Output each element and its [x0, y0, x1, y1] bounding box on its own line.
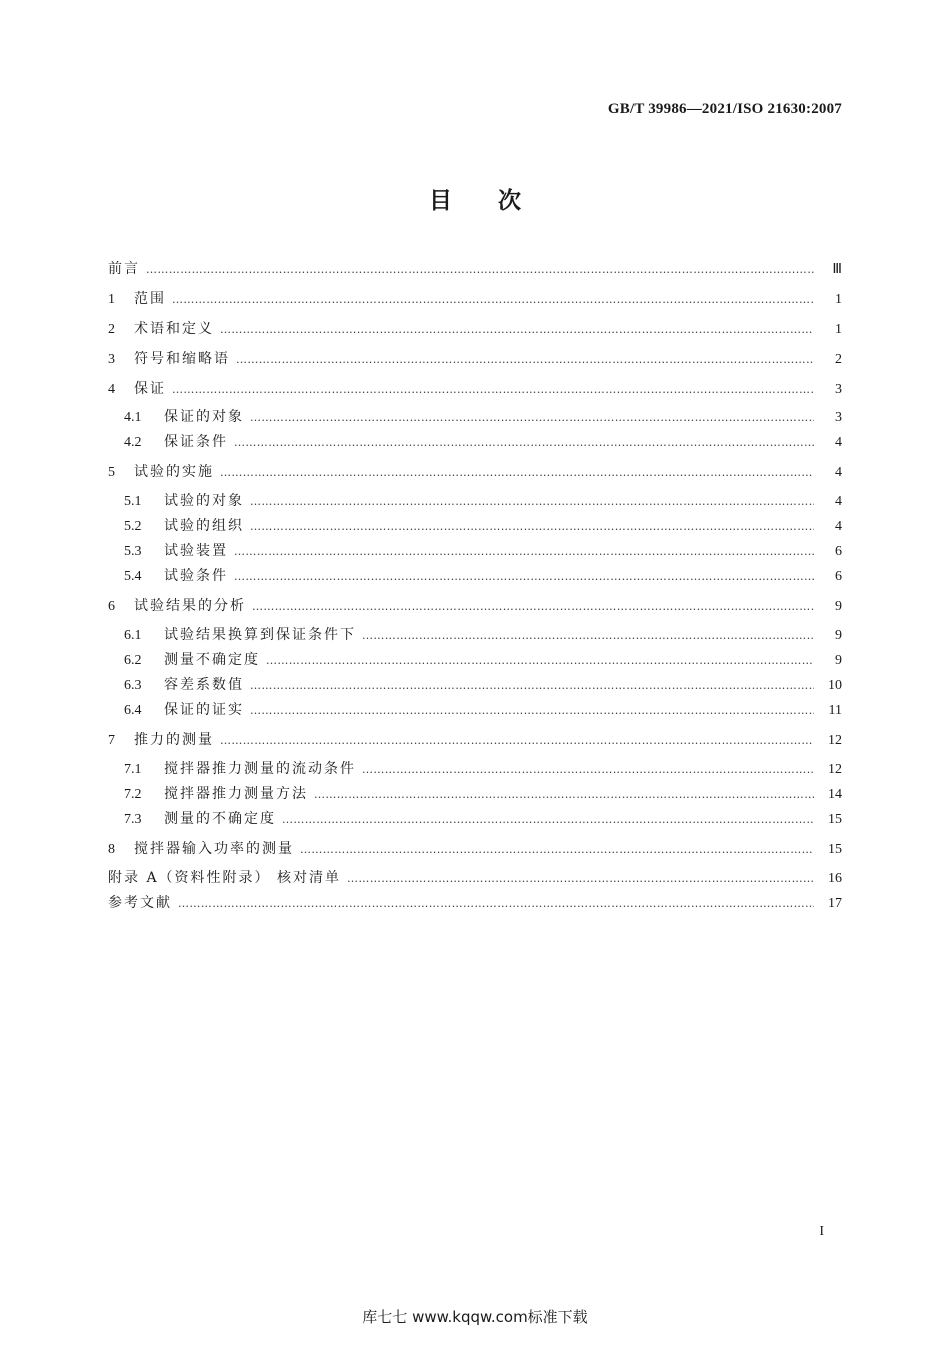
toc-entry-title: 试验的实施: [134, 464, 214, 480]
toc-dot-leader: [250, 699, 814, 721]
toc-entry-page: 10: [828, 678, 842, 693]
toc-dot-leader: [250, 406, 814, 428]
toc-entry-title: 测量的不确定度: [164, 811, 276, 827]
toc-dot-leader: [220, 729, 814, 751]
toc-entry-title: 范围: [134, 291, 166, 307]
toc-entry-page: 4: [835, 465, 842, 480]
page-title: 目次: [429, 188, 567, 214]
toc-dot-leader: [172, 378, 814, 400]
toc-entry[interactable]: [124, 649, 842, 671]
toc-entry-title: 试验装置: [164, 543, 228, 559]
toc-entry-title: 容差系数值: [164, 677, 244, 693]
toc-entry-number: 1: [108, 292, 115, 307]
toc-entry[interactable]: [124, 406, 842, 428]
toc-entry-title: 试验结果的分析: [134, 598, 246, 614]
toc-entry-page: 16: [828, 871, 842, 886]
toc-dot-leader: [362, 758, 814, 780]
toc-entry[interactable]: [108, 867, 842, 889]
toc-entry-page: 6: [835, 544, 842, 559]
toc-entry[interactable]: [108, 892, 842, 914]
page-folio: I: [819, 1224, 824, 1239]
toc-entry[interactable]: [124, 808, 842, 830]
toc-dot-leader: [146, 258, 814, 280]
toc-entry-number: 5.3: [124, 544, 142, 559]
toc-entry[interactable]: [108, 288, 842, 310]
toc-entry[interactable]: [124, 490, 842, 512]
toc-dot-leader: [282, 808, 814, 830]
toc-entry-number: 4.1: [124, 410, 142, 425]
toc-entry[interactable]: [124, 699, 842, 721]
toc-entry[interactable]: [108, 595, 842, 617]
toc-entry-page: 4: [835, 494, 842, 509]
toc-entry-number: 6: [108, 599, 115, 614]
toc-entry-page: 2: [835, 352, 842, 367]
toc-entry-number: 6.1: [124, 628, 142, 643]
toc-entry-page: 1: [835, 322, 842, 337]
toc-entry-title: 试验结果换算到保证条件下: [164, 627, 356, 643]
toc-entry[interactable]: [108, 348, 842, 370]
toc-entry[interactable]: [108, 318, 842, 340]
toc-dot-leader: [172, 288, 814, 310]
toc-entry-title: 搅拌器推力测量的流动条件: [164, 761, 356, 777]
toc-entry[interactable]: [108, 838, 842, 860]
toc-entry-page: 12: [828, 733, 842, 748]
toc-entry-number: 6.3: [124, 678, 142, 693]
toc-entry[interactable]: [124, 431, 842, 453]
toc-entry-page: 4: [835, 519, 842, 534]
toc-dot-leader: [178, 892, 814, 914]
toc-entry-title: 保证条件: [164, 434, 228, 450]
toc-dot-leader: [252, 595, 814, 617]
toc-entry-number: 7.3: [124, 812, 142, 827]
toc-entry-number: 4.2: [124, 435, 142, 450]
toc-entry-page: 15: [828, 842, 842, 857]
toc-dot-leader: [234, 540, 814, 562]
toc-entry[interactable]: [108, 729, 842, 751]
toc-entry-page: 4: [835, 435, 842, 450]
toc-entry-page: 3: [835, 410, 842, 425]
toc-entry-title: 附录 A（资料性附录） 核对清单: [108, 870, 342, 886]
toc-entry-page: 17: [828, 896, 842, 911]
toc-entry-title: 试验的组织: [164, 518, 244, 534]
toc-entry[interactable]: [108, 258, 842, 280]
toc-dot-leader: [234, 565, 814, 587]
toc-entry-number: 7: [108, 733, 115, 748]
toc-entry[interactable]: [124, 624, 842, 646]
toc-entry-number: 5: [108, 465, 115, 480]
toc-entry-title: 搅拌器输入功率的测量: [134, 841, 294, 857]
toc-entry-number: 5.1: [124, 494, 142, 509]
toc-entry-page: 6: [835, 569, 842, 584]
toc-entry-page: 9: [835, 599, 842, 614]
toc-entry-number: 8: [108, 842, 115, 857]
toc-entry-page: Ⅲ: [832, 262, 842, 277]
standard-code: GB/T 39986—2021/ISO 21630:2007: [607, 101, 842, 117]
toc-entry[interactable]: [124, 515, 842, 537]
toc-entry-number: 6.4: [124, 703, 142, 718]
toc-dot-leader: [300, 838, 814, 860]
toc-dot-leader: [250, 515, 814, 537]
toc-dot-leader: [220, 318, 814, 340]
toc-dot-leader: [314, 783, 814, 805]
toc-entry[interactable]: [108, 378, 842, 400]
toc-entry-number: 5.2: [124, 519, 142, 534]
toc-entry-title: 保证: [134, 381, 166, 397]
toc-entry-title: 测量不确定度: [164, 652, 260, 668]
toc-entry-title: 前言: [108, 261, 140, 277]
toc-entry-number: 2: [108, 322, 115, 337]
toc-entry-number: 7.2: [124, 787, 142, 802]
toc-dot-leader: [220, 461, 814, 483]
toc-entry-title: 保证的对象: [164, 409, 244, 425]
watermark-footer: 库七七 www.kqqw.com标准下载: [362, 1308, 588, 1326]
toc-entry-title: 搅拌器推力测量方法: [164, 786, 308, 802]
toc-dot-leader: [347, 867, 814, 889]
toc-dot-leader: [250, 490, 814, 512]
toc-entry-page: 1: [835, 292, 842, 307]
toc-entry[interactable]: [124, 783, 842, 805]
toc-entry-title: 保证的证实: [164, 702, 244, 718]
toc-entry-page: 12: [828, 762, 842, 777]
toc-entry-page: 14: [828, 787, 842, 802]
toc-entry[interactable]: [124, 565, 842, 587]
toc-entry-page: 9: [835, 653, 842, 668]
toc-entry[interactable]: [124, 540, 842, 562]
toc-entry[interactable]: [108, 461, 842, 483]
toc-entry-number: 3: [108, 352, 115, 367]
toc-entry-title: 试验的对象: [164, 493, 244, 509]
toc-entry-number: 5.4: [124, 569, 142, 584]
toc-entry-title: 参考文献: [108, 895, 172, 911]
toc-entry-number: 6.2: [124, 653, 142, 668]
toc-entry-number: 7.1: [124, 762, 142, 777]
toc-entry-page: 11: [828, 703, 842, 718]
toc-dot-leader: [234, 431, 814, 453]
toc-entry[interactable]: [124, 758, 842, 780]
toc-entry-title: 符号和缩略语: [134, 351, 230, 367]
toc-dot-leader: [236, 348, 814, 370]
toc-entry-title: 术语和定义: [134, 321, 214, 337]
toc-entry-title: 推力的测量: [134, 732, 214, 748]
toc-entry[interactable]: [124, 674, 842, 696]
toc-entry-number: 4: [108, 382, 115, 397]
toc-entry-page: 3: [835, 382, 842, 397]
toc-dot-leader: [266, 649, 814, 671]
toc-dot-leader: [250, 674, 814, 696]
toc-entry-page: 9: [835, 628, 842, 643]
toc-entry-page: 15: [828, 812, 842, 827]
toc-entry-title: 试验条件: [164, 568, 228, 584]
toc-dot-leader: [362, 624, 814, 646]
